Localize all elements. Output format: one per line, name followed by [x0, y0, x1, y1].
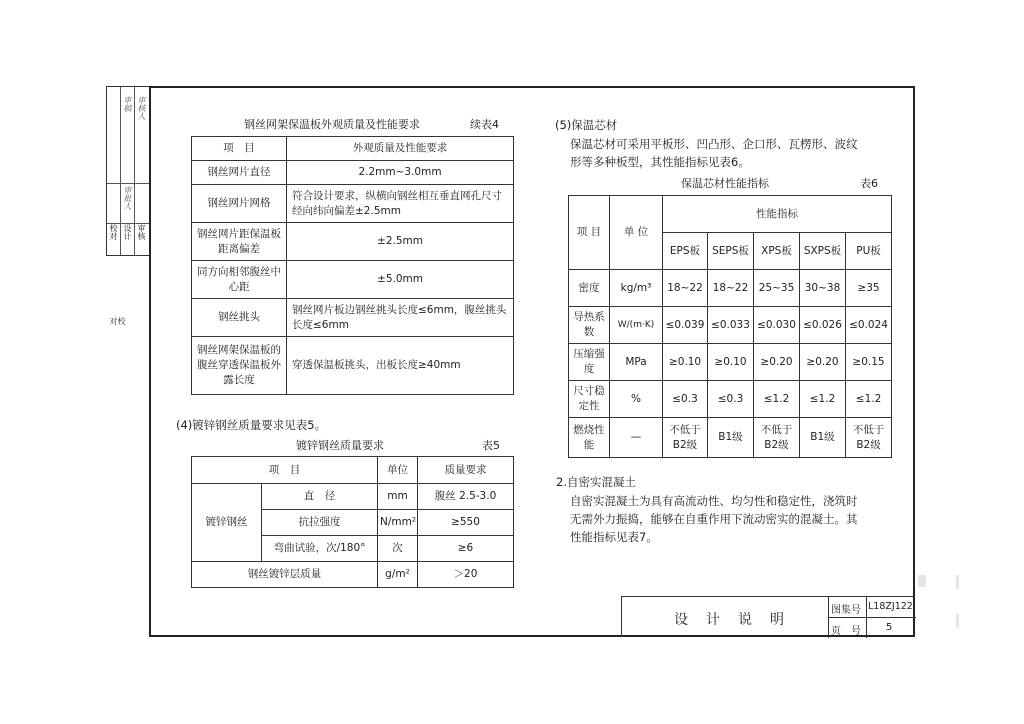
table4-item: 钢丝网片网格: [192, 185, 287, 223]
table6-value: ≥0.20: [800, 344, 846, 381]
table4-header: 外观质量及性能要求: [287, 137, 514, 161]
table4-value: 2.2mm~3.0mm: [287, 161, 514, 185]
table6-item: 尺寸稳定性: [569, 381, 610, 418]
table5-item: 直 径: [262, 484, 378, 510]
table5-value: ＞20: [418, 562, 514, 588]
table5-unit: g/m²: [378, 562, 418, 588]
section2-line: 自密实混凝土为具有高流动性、均匀性和稳定性，浇筑时: [570, 494, 858, 508]
table6-column: XPS板: [754, 233, 800, 270]
strip-label: 校对: [109, 317, 126, 325]
table6: [568, 195, 892, 458]
table6-item: 密度: [569, 270, 610, 307]
signoff-cells: [106, 86, 149, 256]
table6-value: ≤0.039: [663, 307, 708, 344]
signature: 审批人: [123, 186, 132, 210]
table6-value: 不低于B2级: [754, 418, 800, 458]
table6-column: SXPS板: [800, 233, 846, 270]
table5-unit: mm: [378, 484, 418, 510]
page-label: 页 号: [831, 626, 861, 637]
table4-header: 项 目: [192, 137, 287, 161]
table4-caption: 钢丝网架保温板外观质量及性能要求: [244, 118, 420, 131]
table6-item: 导热系数: [569, 307, 610, 344]
table4-item: 钢丝网片直径: [192, 161, 287, 185]
table6-column: PU板: [846, 233, 892, 270]
section4-text: (4)镀锌钢丝质量要求见表5。: [176, 418, 327, 432]
table4-item: 钢丝网架保温板的腹丝穿透保温板外露长度: [192, 337, 287, 395]
table5-item: 钢丝镀锌层质量: [192, 562, 378, 588]
table6-unit: —: [610, 418, 663, 458]
atlas-label: 图集号: [831, 605, 861, 616]
table4: [191, 136, 514, 395]
table6-value: 25~35: [754, 270, 800, 307]
strip-label-design: 设计: [123, 224, 132, 240]
table5-caption: 镀锌钢丝质量要求: [296, 439, 384, 452]
table6-value: ≤0.3: [663, 381, 708, 418]
section2-heading: 2.自密实混凝土: [556, 475, 636, 489]
table4-tag: 续表4: [470, 118, 499, 131]
section5-heading: (5)保温芯材: [555, 118, 618, 132]
table6-value: ≤1.2: [800, 381, 846, 418]
table4-item: 钢丝网片距保温板距离偏差: [192, 223, 287, 261]
table5-value: ≥6: [418, 536, 514, 562]
table5-value: ≥550: [418, 510, 514, 536]
table4-value: ±2.5mm: [287, 223, 514, 261]
scan-mark: [956, 614, 959, 628]
table6-column: SEPS板: [708, 233, 754, 270]
table5-unit: N/mm²: [378, 510, 418, 536]
table6-value: ≤0.024: [846, 307, 892, 344]
table4-item: 同方向相邻腹丝中心距: [192, 261, 287, 299]
table6-value: 18~22: [708, 270, 754, 307]
table6-head-item: 项 目: [569, 196, 610, 270]
signature: 审稿: [123, 96, 132, 112]
table6-value: 30~38: [800, 270, 846, 307]
section5-line: 保温芯材可采用平板形、凹凸形、企口形、瓦楞形、波纹: [570, 137, 858, 151]
table5-group: 镀锌钢丝: [192, 484, 262, 562]
table6-value: ≥35: [846, 270, 892, 307]
table6-head-group: 性能指标: [663, 196, 892, 233]
table5-header: 单位: [378, 457, 418, 484]
table6-value: ≥0.10: [708, 344, 754, 381]
table4-value: 穿透保温板挑头，出板长度≥40mm: [287, 337, 514, 395]
section2-line: 性能指标见表7。: [570, 530, 658, 544]
table6-caption: 保温芯材性能指标: [681, 177, 769, 190]
table6-value: ≤0.3: [708, 381, 754, 418]
scan-mark: [956, 575, 959, 589]
table6-value: ≥0.15: [846, 344, 892, 381]
table5: [191, 456, 514, 588]
table4-value: ±5.0mm: [287, 261, 514, 299]
table6-value: 18~22: [663, 270, 708, 307]
table6-item: 压缩强度: [569, 344, 610, 381]
table5-header: 项 目: [192, 457, 378, 484]
table6-value: ≤0.030: [754, 307, 800, 344]
strip-label-check: 校对: [109, 224, 118, 240]
table5-value: 腹丝 2.5-3.0: [418, 484, 514, 510]
table4-item: 钢丝挑头: [192, 299, 287, 337]
table5-tag: 表5: [482, 439, 500, 452]
atlas-value: L18ZJ122: [868, 601, 913, 612]
section5-line: 形等多种板型，其性能指标见表6。: [570, 155, 750, 169]
signature: 审核人: [137, 96, 146, 120]
table5-item: 抗拉强度: [262, 510, 378, 536]
page-value: 5: [886, 622, 893, 633]
table4-value: 钢丝网片板边钢丝挑头长度≤6mm，腹丝挑头长度≤6mm: [287, 299, 514, 337]
sheet-title: 设 计 说 明: [674, 612, 786, 628]
table6-unit: kg/m³: [610, 270, 663, 307]
strip-label-review: 审核: [137, 224, 146, 240]
table5-header: 质量要求: [418, 457, 514, 484]
section2-line: 无需外力振捣，能够在自重作用下流动密实的混凝土。其: [570, 512, 858, 526]
table5-unit: 次: [378, 536, 418, 562]
table6-value: ≤0.033: [708, 307, 754, 344]
table6-value: 不低于B2级: [846, 418, 892, 458]
table6-unit: W/(m·K): [610, 307, 663, 344]
table6-value: B1级: [708, 418, 754, 458]
table6-unit: %: [610, 381, 663, 418]
table5-item: 弯曲试验，次/180°: [262, 536, 378, 562]
table6-item: 燃烧性能: [569, 418, 610, 458]
table6-value: 不低于B2级: [663, 418, 708, 458]
title-block: [621, 596, 915, 637]
table6-value: ≥0.10: [663, 344, 708, 381]
table6-value: ≤1.2: [754, 381, 800, 418]
table6-value: ≥0.20: [754, 344, 800, 381]
table6-tag: 表6: [860, 177, 878, 190]
table4-value: 符合设计要求，纵横向钢丝相互垂直网孔尺寸经向纬向偏差±2.5mm: [287, 185, 514, 223]
table6-value: B1级: [800, 418, 846, 458]
scan-mark: [918, 575, 926, 587]
table6-head-unit: 单 位: [610, 196, 663, 270]
table6-unit: MPa: [610, 344, 663, 381]
table6-column: EPS板: [663, 233, 708, 270]
table6-value: ≤0.026: [800, 307, 846, 344]
table6-value: ≤1.2: [846, 381, 892, 418]
